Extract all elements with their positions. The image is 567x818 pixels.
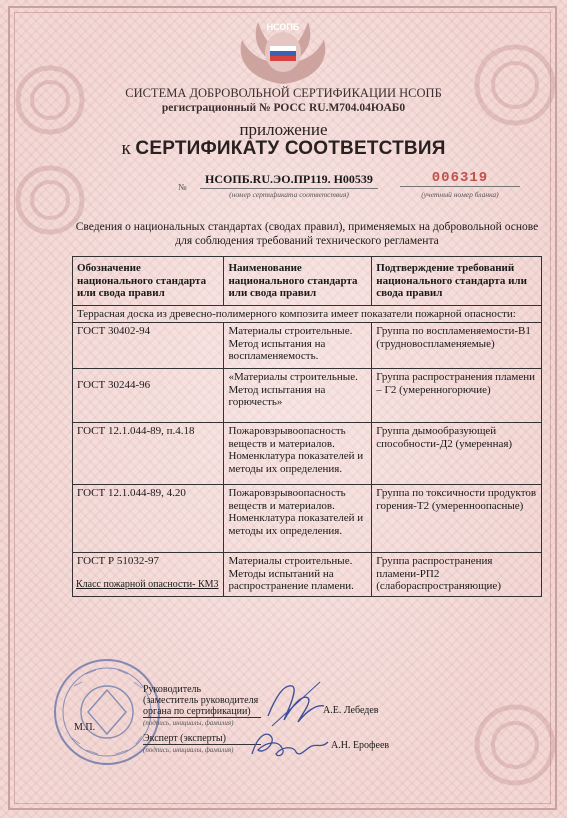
watermark-logo bbox=[470, 40, 565, 130]
column-header: Обозначение национального стандарта или свода правил bbox=[73, 257, 224, 306]
standard-confirmation: Группа распространения пламени – Г2 (умеренногорючие) bbox=[372, 369, 542, 423]
expert-caption: (подпись, инициалы, фамилия) bbox=[143, 746, 234, 754]
certificate-number: НСОПБ.RU.ЭО.ПР119. Н00539 bbox=[200, 172, 378, 189]
number-label: № bbox=[178, 182, 187, 192]
standard-name: Пожаровзрывоопасность веществ и материалов. Номенклатура показателей и методы их определения. bbox=[224, 485, 372, 553]
table-row bbox=[73, 423, 542, 485]
table-row bbox=[73, 369, 542, 423]
standard-confirmation: Группа по токсичности продуктов горения-Т2 (умеренноопасные) bbox=[372, 485, 542, 553]
table-row bbox=[73, 485, 542, 553]
certificate-prefix: к bbox=[121, 138, 131, 159]
standard-name: Материалы строительные. Метод испытания на воспламеняемость. bbox=[224, 323, 372, 369]
appendix-title: приложение bbox=[239, 120, 328, 139]
standard-confirmation: Группа распространения пламени-РП2 (слабораспространяющие) bbox=[372, 553, 542, 597]
standard-code: ГОСТ 12.1.044-89, 4.20 bbox=[73, 485, 224, 553]
product-description: Террасная доска из древесно-полимерного композита имеет показатели пожарной опасности: bbox=[73, 305, 542, 323]
emblem-label: НСОПБ bbox=[266, 22, 300, 32]
standard-name: «Материалы строительные. Метод испытания на горючесть» bbox=[224, 369, 372, 423]
expert-name: А.Н. Ерофеев bbox=[331, 740, 390, 751]
head-title-line2: (заместитель руководителя bbox=[143, 695, 259, 706]
head-caption: (подпись, инициалы, фамилия) bbox=[143, 719, 234, 727]
watermark-logo bbox=[470, 700, 565, 790]
certificate-title-text: СЕРТИФИКАТУ СООТВЕТСТВИЯ bbox=[135, 138, 446, 159]
standard-confirmation: Группа по воспламеняемости-В1 (трудновоспламеняемые) bbox=[372, 323, 542, 369]
standard-confirmation: Группа дымообразующей способности-Д2 (умеренная) bbox=[372, 423, 542, 485]
standard-name: Материалы строительные. Методы испытаний на распространение пламени. bbox=[224, 553, 372, 597]
head-name: А.Е. Лебедев bbox=[323, 705, 379, 716]
certificate-title bbox=[0, 138, 567, 160]
head-title-line3: органа по сертификации) bbox=[143, 706, 261, 718]
standard-code: ГОСТ 12.1.044-89, п.4.18 bbox=[73, 423, 224, 485]
column-header: Наименование национального стандарта или свода правил bbox=[224, 257, 372, 306]
expert-title: Эксперт (эксперты) bbox=[143, 733, 261, 745]
blank-serial-number: 006319 bbox=[400, 170, 520, 187]
expert-signature-icon bbox=[248, 724, 332, 768]
intro-text: Сведения о национальных стандартах (сводах правил), применяемых на добровольной основе для соблюдения требований технического регламента bbox=[75, 221, 539, 247]
fire-hazard-class: Класс пожарной опасности- КМ3 bbox=[76, 579, 219, 590]
table-header-row bbox=[73, 257, 542, 306]
expert-signature-block bbox=[143, 733, 261, 756]
head-title: Руководитель bbox=[143, 684, 202, 695]
head-signature-block bbox=[143, 684, 261, 729]
blank-serial-caption: (учетный номер бланка) bbox=[421, 190, 499, 199]
table-row bbox=[73, 323, 542, 369]
standard-code: ГОСТ 30244-96 bbox=[73, 369, 224, 423]
table-span-row bbox=[73, 305, 542, 323]
standard-code: ГОСТ Р 51032-97 bbox=[73, 553, 224, 597]
standards-table bbox=[72, 256, 542, 597]
standard-code: ГОСТ 30402-94 bbox=[73, 323, 224, 369]
system-title: СИСТЕМА ДОБРОВОЛЬНОЙ СЕРТИФИКАЦИИ НСОПБ bbox=[125, 86, 442, 100]
certificate-number-caption: (номер сертификата соответствия) bbox=[229, 190, 349, 199]
stamp-label: М.П. bbox=[74, 722, 96, 733]
column-header: Подтверждение требований национального стандарта или свода правил bbox=[372, 257, 542, 306]
standard-name: Пожаровзрывоопасность веществ и материалов. Номенклатура показателей и методы их определения. bbox=[224, 423, 372, 485]
registration-number: регистрационный № РОСС RU.M704.04ЮАБ0 bbox=[161, 102, 406, 114]
